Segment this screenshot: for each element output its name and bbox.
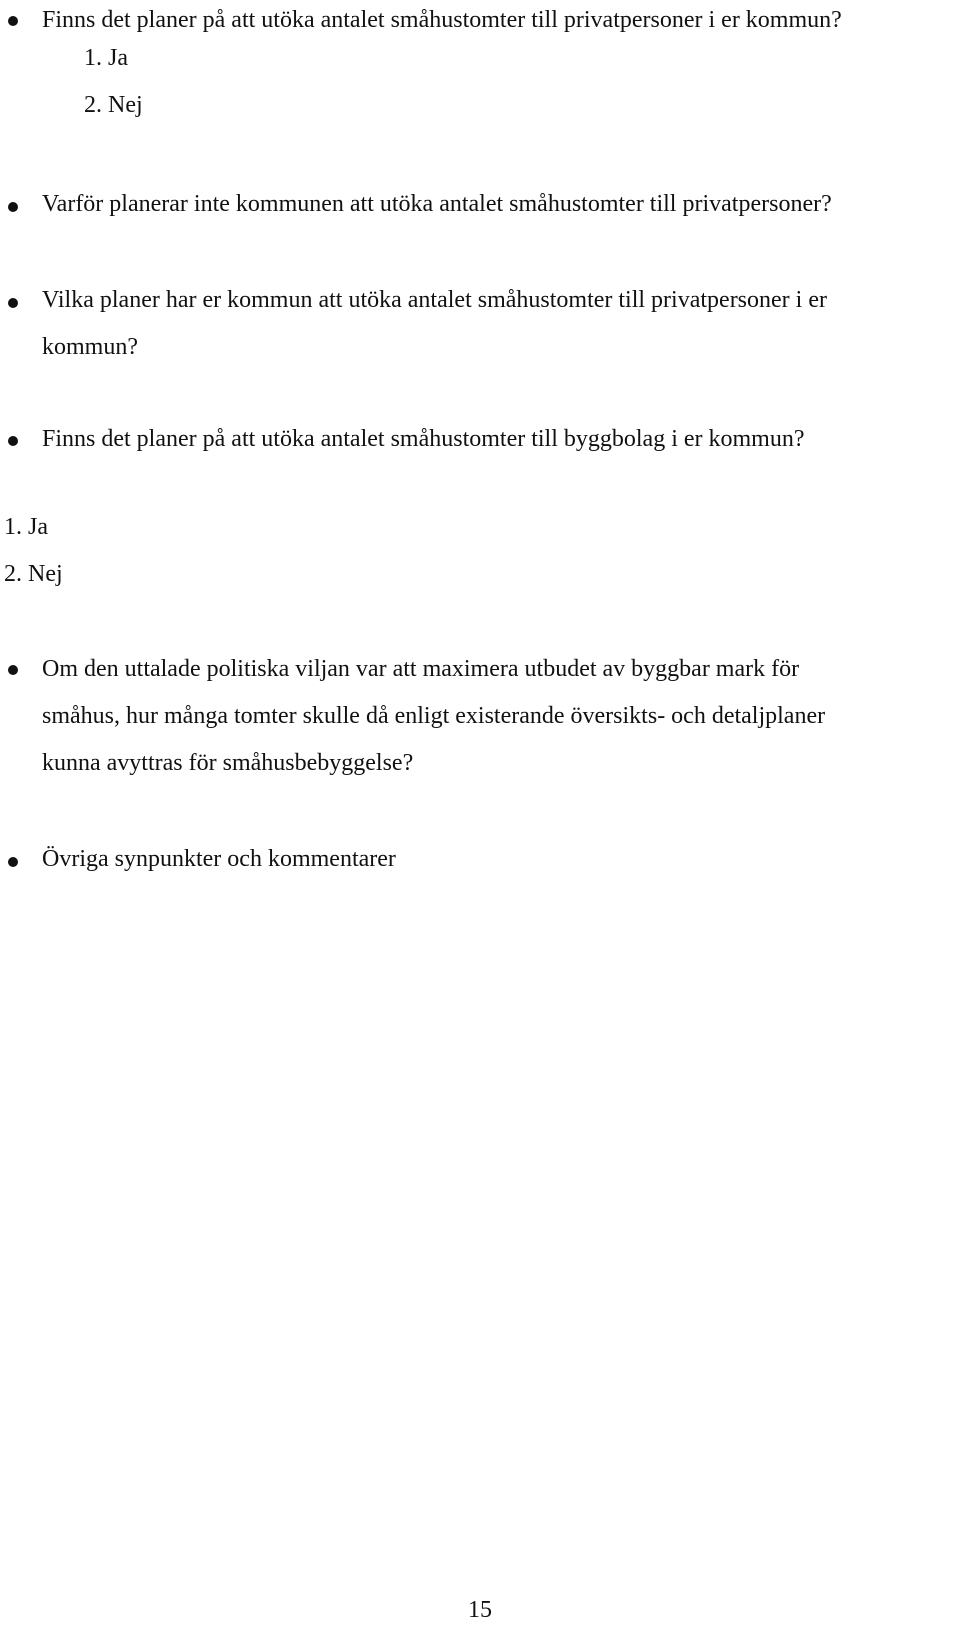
question-text: Finns det planer på att utöka antalet småhustomter till privatpersoner i er kommun? (42, 7, 842, 33)
answer-option: 1. Ja (4, 514, 48, 540)
answer-option: 2. Nej (4, 561, 63, 587)
question-text: Övriga synpunkter och kommentarer (42, 846, 396, 872)
question-text: Vilka planer har er kommun att utöka antalet småhustomter till privatpersoner i er (42, 287, 827, 313)
question-text: kommun? (42, 334, 138, 360)
question-text: Finns det planer på att utöka antalet småhustomter till byggbolag i er kommun? (42, 426, 805, 452)
question-text: kunna avyttras för småhusbebyggelse? (42, 750, 414, 776)
question-text: Varför planerar inte kommunen att utöka antalet småhustomter till privatpersoner? (42, 191, 832, 217)
bullet-marker (8, 857, 18, 867)
page-number: 15 (468, 1597, 492, 1623)
bullet-marker (8, 298, 18, 308)
bullet-marker (8, 16, 18, 26)
question-text: Om den uttalade politiska viljan var att maximera utbudet av byggbar mark för (42, 656, 800, 682)
bullet-marker (8, 436, 18, 446)
answer-option: 2. Nej (84, 92, 143, 118)
answer-option: 1. Ja (84, 45, 128, 71)
bullet-marker (8, 202, 18, 212)
bullet-marker (8, 665, 18, 675)
question-text: småhus, hur många tomter skulle då enligt existerande översikts- och detaljplaner (42, 703, 826, 729)
